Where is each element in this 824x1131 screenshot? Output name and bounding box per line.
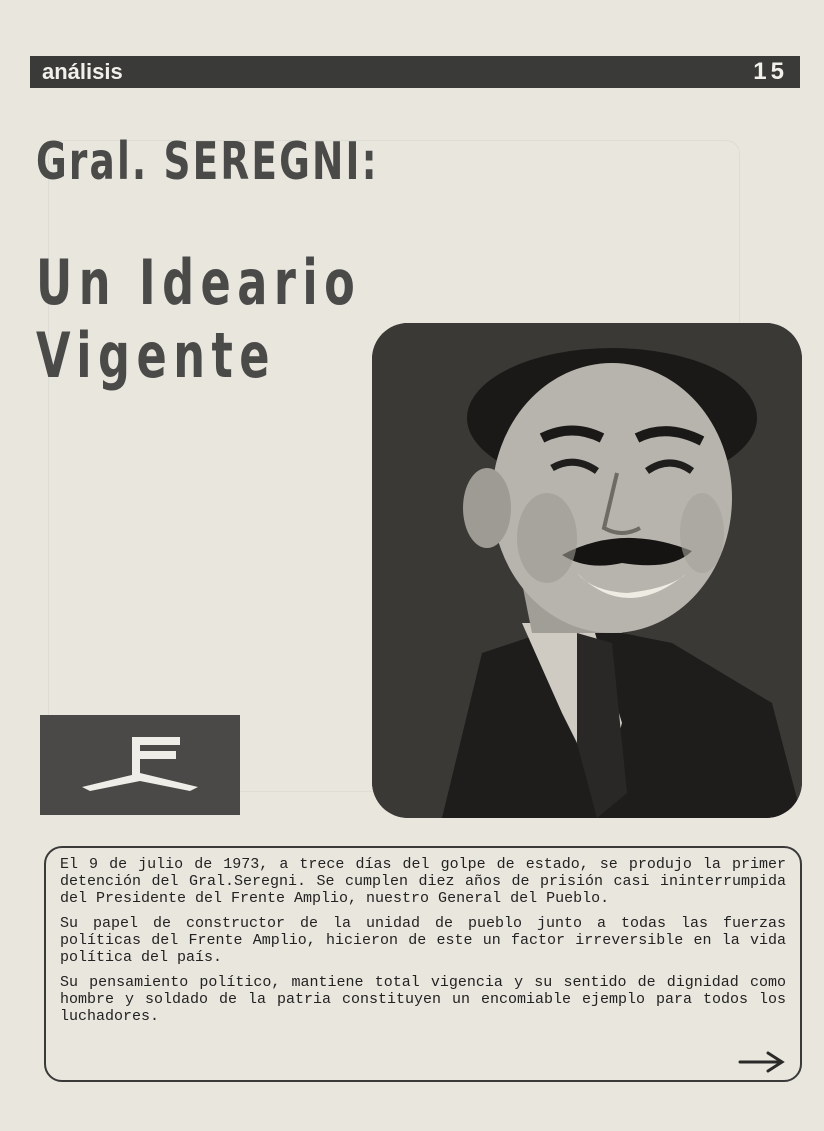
section-header — [30, 56, 800, 88]
body-paragraph-1: El 9 de julio de 1973, a trece días del golpe de estado, se produjo la primer detención del Gral.Seregni. Se cumplen diez años de prisión casi ininterrumpida del Presidente del Frente Amplio, nuestro General del Pueblo. — [60, 856, 786, 907]
arrow-right-icon — [738, 1050, 786, 1074]
page-number: 15 — [753, 58, 788, 85]
body-text-box — [44, 846, 802, 1082]
section-label: análisis — [42, 59, 123, 84]
headline-line-2: Un Ideario Vigente — [36, 246, 362, 392]
frente-amplio-logo — [40, 715, 240, 815]
portrait-photo — [372, 323, 802, 818]
body-paragraph-2: Su papel de constructor de la unidad de pueblo junto a todas las fuerzas políticas del Frente Amplio, hicieron de este un factor irreversible en la vida política del país. — [60, 915, 786, 966]
body-paragraph-3: Su pensamiento político, mantiene total vigencia y su sentido de dignidad como hombre y soldado de la patria constituyen un encomiable ejemplo para todos los luchadores. — [60, 974, 786, 1025]
headline-line-1: Gral. SEREGNI: — [36, 132, 379, 192]
